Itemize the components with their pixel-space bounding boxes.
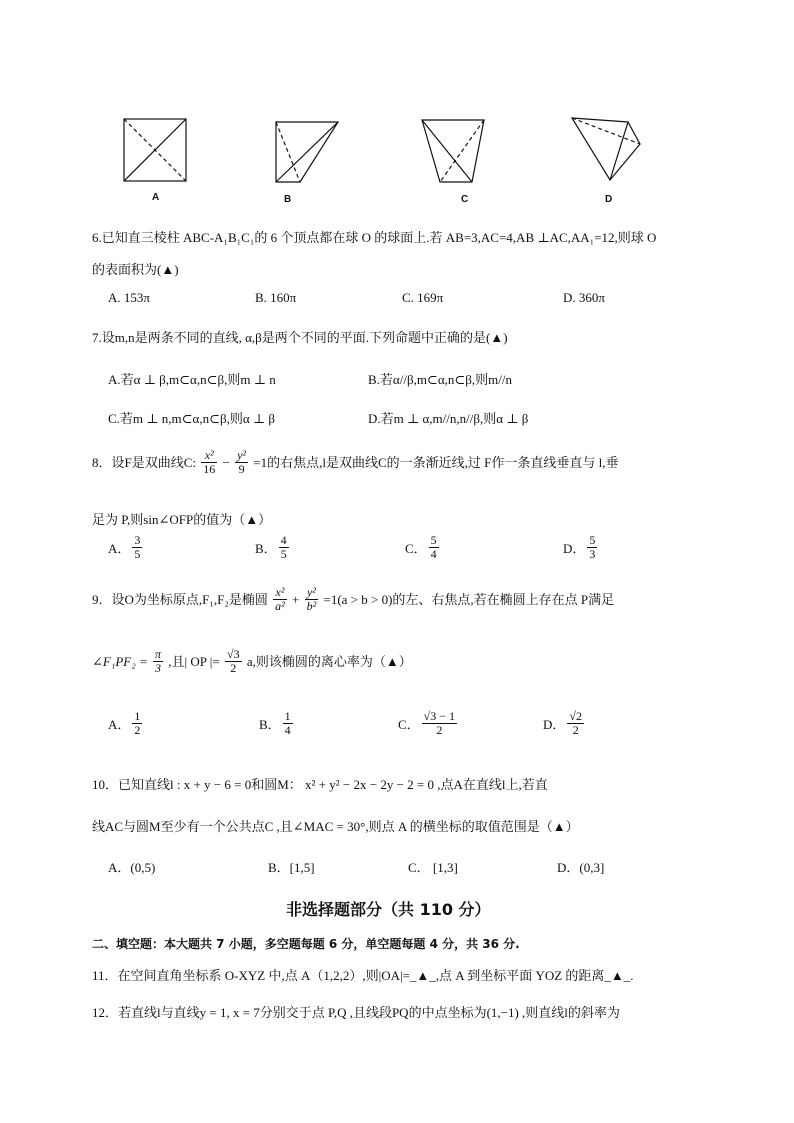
q8-option-d-num: 5 bbox=[589, 533, 596, 547]
view-figures bbox=[110, 112, 670, 212]
q8-option-a bbox=[108, 534, 144, 561]
q9-option-c-den: 2 bbox=[436, 723, 443, 738]
q9-stem-a: 9．设O为坐标原点,F₁,F₂是椭圆 bbox=[92, 592, 268, 608]
q10-line2: 线AC与圆M至少有一个公共点C ,且∠MAC = 30°,则点 A 的横坐标的取值范围是（▲） bbox=[92, 819, 579, 834]
q8-frac2-num: y² bbox=[237, 448, 247, 462]
q8-option-d bbox=[563, 534, 599, 561]
q8-option-b-letter: B． bbox=[255, 541, 277, 557]
figure-label-c: C bbox=[461, 194, 469, 205]
q8-option-b-num: 4 bbox=[280, 533, 287, 547]
q9-frac2-den: b² bbox=[306, 599, 317, 614]
q9-option-b-num: 1 bbox=[284, 709, 291, 723]
figure-c bbox=[422, 120, 484, 182]
q9-option-d-num: √2 bbox=[569, 709, 582, 723]
q8-frac2-den: 9 bbox=[238, 462, 245, 477]
q9-frac3-den: 3 bbox=[155, 661, 162, 676]
q8-option-a-letter: A． bbox=[108, 541, 131, 557]
q9-stem bbox=[92, 586, 614, 613]
q6-option-c: C. 169π bbox=[402, 290, 444, 305]
section-subtitle: 二、填空题：本大题共 7 小题，多空题每题 6 分，单空题每题 4 分，共 36 分. bbox=[92, 937, 520, 951]
q9-line2 bbox=[92, 648, 412, 675]
q9-line2-b: ,且| OP |= bbox=[168, 654, 220, 670]
q9-plus: + bbox=[292, 592, 300, 608]
q9-line2-c: a,则该椭圆的离心率为（▲） bbox=[246, 654, 412, 670]
figure-label-b: B bbox=[284, 194, 292, 205]
q9-frac2-num: y² bbox=[305, 586, 319, 600]
q6-option-a: A. 153π bbox=[108, 290, 150, 305]
q9-option-d-letter: D． bbox=[543, 717, 566, 733]
q9-option-a-num: 1 bbox=[134, 709, 141, 723]
q6-line2: 的表面积为(▲) bbox=[92, 262, 179, 277]
q8-option-d-letter: D． bbox=[563, 541, 586, 557]
q8-minus: − bbox=[222, 455, 230, 471]
q10-line1: 10．已知直线l : x + y − 6 = 0和圆M： x² + y² − 2x − 2y − 2 = 0 ,点A在直线l上,若直 bbox=[92, 777, 548, 792]
q11-text: 11．在空间直角坐标系 O-XYZ 中,点 A（1,2,2）,则|OA|=_▲_,点 A 到坐标平面 YOZ 的距离_▲_. bbox=[92, 968, 634, 983]
q9-option-d bbox=[543, 710, 586, 737]
section-title: 非选择题部分（共 110 分） bbox=[286, 900, 491, 919]
q7-option-b: B.若α//β,m⊂α,n⊂β,则m//n bbox=[368, 372, 512, 387]
q7-option-a: A.若α ⊥ β,m⊂α,n⊂β,则m ⊥ n bbox=[108, 372, 276, 387]
q9-option-c bbox=[398, 710, 459, 737]
q9-option-a-den: 2 bbox=[134, 723, 141, 738]
q8-fraction-y bbox=[235, 449, 248, 476]
q8-stem bbox=[92, 449, 619, 476]
q8-fraction-x bbox=[201, 449, 217, 476]
q9-option-d-den: 2 bbox=[572, 723, 579, 738]
q9-line2-a: ∠F₁PF₂ = bbox=[92, 654, 148, 670]
q8-option-c bbox=[405, 534, 441, 561]
q8-stem-a: 8．设F是双曲线C: bbox=[92, 455, 197, 471]
q8-option-b bbox=[255, 534, 291, 561]
q8-option-b-den: 5 bbox=[280, 547, 287, 562]
q8-frac1-den: 16 bbox=[203, 462, 216, 477]
q9-option-a-letter: A． bbox=[108, 717, 131, 733]
figure-d bbox=[572, 118, 640, 180]
q9-stem-b: =1(a > b > 0)的左、右焦点,若在椭圆上存在点 P满足 bbox=[323, 592, 615, 608]
q8-option-d-den: 3 bbox=[589, 547, 596, 562]
q7-option-c: C.若m ⊥ n,m⊂α,n⊂β,则α ⊥ β bbox=[108, 411, 275, 426]
q9-frac1-num: x² bbox=[273, 586, 287, 600]
q6-line1: 6.已知直三棱柱 ABC-A₁B₁C₁的 6 个顶点都在球 O 的球面上.若 AB=3,AC=4,AB ⊥AC,AA₁=12,则球 O bbox=[92, 230, 657, 245]
q9-frac4-num: √3 bbox=[226, 647, 240, 661]
q8-option-c-num: 5 bbox=[430, 533, 437, 547]
q10-option-a: A．(0,5) bbox=[108, 860, 156, 875]
q10-option-b: B．[1,5] bbox=[268, 860, 315, 875]
figure-a bbox=[124, 119, 186, 181]
q7-stem: 7.设m,n是两条不同的直线, α,β是两个不同的平面.下列命题中正确的是(▲) bbox=[92, 330, 508, 345]
q12-text: 12．若直线l与直线y = 1, x = 7分别交于点 P,Q ,且线段PQ的中点坐标为(1,−1) ,则直线l的斜率为 bbox=[92, 1005, 620, 1020]
q9-option-b-den: 4 bbox=[284, 723, 291, 738]
q9-frac3-num: π bbox=[155, 647, 162, 661]
q8-line2: 足为 P,则sin∠OFP的值为（▲） bbox=[92, 512, 272, 527]
q8-option-a-num: 3 bbox=[134, 533, 141, 547]
q9-option-c-num: √3 − 1 bbox=[423, 709, 456, 723]
q9-option-c-letter: C． bbox=[398, 717, 420, 733]
q10-option-c: C． [1,3] bbox=[408, 860, 458, 875]
figure-b bbox=[276, 122, 338, 182]
q8-option-c-letter: C． bbox=[405, 541, 427, 557]
q8-option-a-den: 5 bbox=[134, 547, 141, 562]
q9-frac4-den: 2 bbox=[230, 661, 237, 676]
q6-option-b: B. 160π bbox=[255, 290, 297, 305]
q9-option-b bbox=[259, 710, 295, 737]
q7-option-d: D.若m ⊥ α,m//n,n//β,则α ⊥ β bbox=[368, 411, 529, 426]
q10-option-d: D．(0,3] bbox=[557, 860, 605, 875]
q9-frac1-den: a² bbox=[275, 599, 285, 614]
q9-option-a bbox=[108, 710, 144, 737]
q6-option-d: D. 360π bbox=[563, 290, 605, 305]
q8-stem-b: =1的右焦点,l是双曲线C的一条渐近线,过 F作一条直线垂直与 l,垂 bbox=[253, 455, 619, 471]
q8-frac1-num: x² bbox=[201, 449, 217, 463]
q9-option-b-letter: B． bbox=[259, 717, 281, 733]
figure-label-a: A bbox=[152, 192, 160, 203]
q8-option-c-den: 4 bbox=[430, 547, 437, 562]
figure-label-d: D bbox=[605, 194, 613, 205]
